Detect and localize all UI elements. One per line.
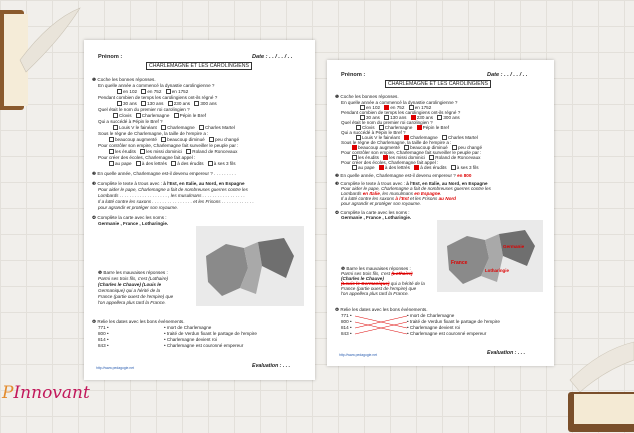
- evaluation-label: Evaluation : . . .: [252, 363, 291, 369]
- checkbox[interactable]: [136, 161, 141, 166]
- map-label-germanie: Germanie: [503, 244, 525, 249]
- q1f-options: les érudits les missi dominici Roland de Roncevaux: [349, 155, 480, 160]
- crossed-answer: (Louis le Germanique): [341, 281, 390, 286]
- q3-instruction: ❸ Complète le texte à trous avec : à l'Est, en Italie, au Nord, en Espagne: [335, 181, 488, 186]
- event-item[interactable]: • traité de Verdun fixant le partage de l'empire: [164, 331, 257, 336]
- checkbox-checked[interactable]: [417, 125, 422, 130]
- q1e-options: beaucoup augmenté beaucoup diminué peu changé: [106, 137, 239, 142]
- date-item[interactable]: 771 •: [98, 325, 109, 330]
- q3-text-line: Il a lutté contre les saxons à l'Est et les Frisons au Nord: [341, 196, 456, 201]
- worksheet-title: CHARLEMAGNE ET LES CAROLINGIENS: [385, 80, 491, 88]
- q5-instruction: ❺ Barre les mauvaises réponses :: [98, 270, 168, 275]
- date-item[interactable]: 800 •: [98, 331, 109, 336]
- event-item[interactable]: • traité de Verdun fixant le partage de l'empire: [407, 319, 500, 324]
- worksheet-title: CHARLEMAGNE ET LES CAROLINGIENS: [146, 62, 252, 70]
- q3-text-line: Pour aider le pape, Charlemagne a fait de nombreuses guerres contre les: [98, 187, 248, 192]
- checkbox[interactable]: [209, 137, 214, 142]
- date-item[interactable]: 771 •: [341, 313, 352, 318]
- q3-text-line: pour agrandir et protéger son royaume.: [98, 205, 178, 210]
- q2-question: ❷ En quelle année, Charlemagne est-il devenu empereur ? . . . . . . . . .: [92, 171, 236, 176]
- q5-text-line: Germanique) qui a hérité de la: [98, 288, 161, 293]
- checkbox[interactable]: [117, 101, 122, 106]
- q1f-question: Pour contrôler son empire, Charlemagne fait surveiller le peuple par :: [341, 150, 482, 155]
- q1d-options: Louis V le fainéant Charlemagne Charles Martel: [353, 135, 478, 140]
- checkbox[interactable]: [199, 125, 204, 130]
- date-item[interactable]: 814 •: [341, 325, 352, 330]
- q1e-question: Sous le règne de Charlemagne, la taille de l'empire a :: [98, 131, 209, 136]
- q1b-options: 30 ans 130 ans 230 ans 300 ans: [114, 101, 217, 106]
- footer-url[interactable]: http://www.pedagogie.net: [96, 366, 135, 370]
- q5-text-line: (Charles le Chauve) (Louis le: [98, 282, 162, 287]
- q3-text-line: Lombards . . . . . . . . . . . . . . . . . . . , les musulmans . . . . . . . . . . . . . . . . .: [98, 193, 245, 198]
- map-label-france: France: [451, 260, 468, 266]
- q1b-question: Pendant combien de temps les carolingiens ont-ils régné ?: [98, 95, 218, 100]
- date-item[interactable]: 843 •: [98, 343, 109, 348]
- checkbox[interactable]: [113, 113, 118, 118]
- checkbox[interactable]: [166, 89, 171, 94]
- q1-instruction: ❶ Coche les bonnes réponses.: [92, 77, 156, 82]
- checkbox[interactable]: [168, 101, 173, 106]
- checkbox[interactable]: [208, 161, 213, 166]
- q1a-options: en 102 en 752 en 1752: [114, 89, 188, 94]
- q6-instruction: ❻ Relie les dates avec les bons événements.: [335, 307, 428, 312]
- q5-text-line: (Louis le Germanique) qui a hérité de la: [341, 281, 425, 286]
- footer-url[interactable]: http://www.pedagogie.net: [339, 353, 378, 357]
- q2-question: ❷ En quelle année, Charlemagne est-il devenu empereur ? en 800: [335, 173, 472, 178]
- empire-map: [196, 226, 304, 306]
- checkbox[interactable]: [109, 137, 114, 142]
- crossed-answer: (Lothaire): [391, 271, 413, 276]
- checkbox[interactable]: [161, 125, 166, 130]
- checkbox[interactable]: [117, 89, 122, 94]
- q1d-question: Qui a succédé à Pépin le Bref ?: [98, 119, 163, 124]
- book-quill-decoration-bottom-right: [560, 320, 634, 433]
- q2-answer: en 800: [457, 173, 472, 178]
- q5-text-line: l'on appellera plus tard la France.: [341, 291, 409, 296]
- q1g-options: au pape à des lettrés à des érudits à ses 3 fils: [349, 165, 479, 170]
- date-item[interactable]: 800 •: [341, 319, 352, 324]
- q1b-options: 30 ans 130 ans 230 ans 300 ans: [357, 115, 460, 120]
- checkbox[interactable]: [113, 125, 118, 130]
- event-item[interactable]: • mort de Charlemagne: [164, 325, 212, 330]
- checkbox[interactable]: [186, 149, 191, 154]
- q3-text-line: Il a lutté contre les saxons . . . . . . . . . . . . . . . . et les Frisons . . . . . . . . . . . . .: [98, 199, 254, 204]
- worksheet-blank: [84, 40, 315, 380]
- worksheet-corrected: [327, 60, 554, 366]
- checkbox[interactable]: [141, 101, 146, 106]
- q1d-question: Qui a succédé à Pépin le Bref ?: [341, 130, 406, 135]
- q1f-question: Pour contrôler son empire, Charlemagne fait surveiller le peuple par :: [98, 143, 239, 148]
- checkbox-checked[interactable]: [414, 165, 419, 170]
- q1a-question: En quelle année a commencé la dynastie carolingienne ?: [341, 100, 458, 105]
- q5-text-line: (Charles le Chauve): [341, 276, 384, 281]
- date-item[interactable]: 814 •: [98, 337, 109, 342]
- map-label-lotharingie: Lotharingie: [485, 268, 509, 273]
- q1c-options: Clovis Charlemagne Pépin le Bref: [110, 113, 206, 118]
- q3-instruction: ❸ Complète le texte à trous avec : à l'Est, en Italie, au Nord, en Espagne: [92, 181, 245, 186]
- event-item[interactable]: • mort de Charlemagne: [407, 313, 455, 318]
- q1-instruction: ❶ Coche les bonnes réponses.: [335, 94, 399, 99]
- prenom-label: Prénom :: [341, 72, 366, 78]
- brand-logo: PInnovant: [2, 383, 90, 403]
- date-item[interactable]: 843 •: [341, 331, 352, 336]
- q1g-question: Pour créer des écoles, Charlemagne fait appel :: [98, 155, 196, 160]
- q6-instruction: ❻ Relie les dates avec les bons événements.: [92, 319, 185, 324]
- checkbox[interactable]: [109, 161, 114, 166]
- q1c-options: Clovis Charlemagne Pépin le Bref: [353, 125, 449, 130]
- q5-text-line: Parmi ses trois fils, c'est (Lothaire): [341, 271, 413, 276]
- q1b-question: Pendant combien de temps les carolingiens ont-ils régné ?: [341, 110, 461, 115]
- event-item[interactable]: • Charlemagne est couronné empereur: [407, 331, 487, 336]
- q1e-options: beaucoup augmenté beaucoup diminué peu changé: [349, 145, 482, 150]
- q5-instruction: ❺ Barre les mauvaises réponses :: [341, 266, 411, 271]
- q5-text-line: l'on appellera plus tard la France.: [98, 300, 166, 305]
- event-item[interactable]: • Charlemagne est couronné empereur: [164, 343, 244, 348]
- checkbox[interactable]: [171, 161, 176, 166]
- checkbox[interactable]: [161, 137, 166, 142]
- checkbox[interactable]: [140, 149, 145, 154]
- checkbox[interactable]: [174, 113, 179, 118]
- q1e-question: Sous le règne de Charlemagne, la taille de l'empire a :: [341, 140, 452, 145]
- date-label: Date : . . / . . / . .: [252, 54, 293, 60]
- checkbox[interactable]: [109, 149, 114, 154]
- q1c-question: Quel était le nom du premier roi carolingien ?: [98, 107, 190, 112]
- empire-map-corrected: [437, 220, 543, 292]
- checkbox[interactable]: [437, 115, 442, 120]
- checkbox[interactable]: [141, 89, 146, 94]
- prenom-label: Prénom :: [98, 54, 123, 60]
- q4-instruction: ❹ Complète la carte avec les noms :: [92, 215, 167, 220]
- checkbox[interactable]: [136, 113, 141, 118]
- event-item[interactable]: • Charlemagne devient roi: [164, 337, 217, 342]
- q5-text-line: France (partie ouest de l'empire) que: [98, 294, 174, 299]
- q1c-question: Quel était le nom du premier roi carolingien ?: [341, 120, 433, 125]
- evaluation-label: Evaluation : . . .: [487, 350, 526, 356]
- matching-lines: [353, 313, 409, 337]
- checkbox[interactable]: [451, 165, 456, 170]
- q1f-options: les érudits les missi dominici Roland de Roncevaux: [106, 149, 237, 154]
- q4-instruction: ❹ Complète la carte avec les noms :: [335, 210, 410, 215]
- q3-text-line: Lombards en Italie, les musulmans en Espagne.: [341, 191, 442, 196]
- checkbox[interactable]: [352, 165, 357, 170]
- q3-text-line: Pour aider le pape, Charlemagne a fait de nombreuses guerres contre les: [341, 186, 491, 191]
- q1g-options: au pape à des lettrés à des érudits à ses 3 fils: [106, 161, 236, 166]
- q1g-question: Pour créer des écoles, Charlemagne fait appel :: [341, 160, 439, 165]
- q1d-options: Louis V le fainéant Charlemagne Charles Martel: [110, 125, 235, 130]
- q5-text-line: France (partie ouest de l'empire) que: [341, 286, 417, 291]
- checkbox[interactable]: [194, 101, 199, 106]
- q4-words: Germanie , France , Lotharingie.: [98, 221, 169, 226]
- q1a-question: En quelle année a commencé la dynastie carolingienne ?: [98, 83, 215, 88]
- q3-text-line: pour agrandir et protéger son royaume.: [341, 201, 421, 206]
- q1a-options: en 102 en 752 en 1752: [357, 105, 431, 110]
- date-label: Date : . . / . . / . .: [487, 72, 528, 78]
- q4-words: Germanie , France , Lotharingie.: [341, 215, 412, 220]
- q5-text-line: Parmi ses trois fils, c'est (Lothaire): [98, 276, 169, 281]
- book-quill-decoration-top-left: [0, 0, 84, 120]
- checkbox-checked[interactable]: [379, 165, 384, 170]
- event-item[interactable]: • Charlemagne devient roi: [407, 325, 460, 330]
